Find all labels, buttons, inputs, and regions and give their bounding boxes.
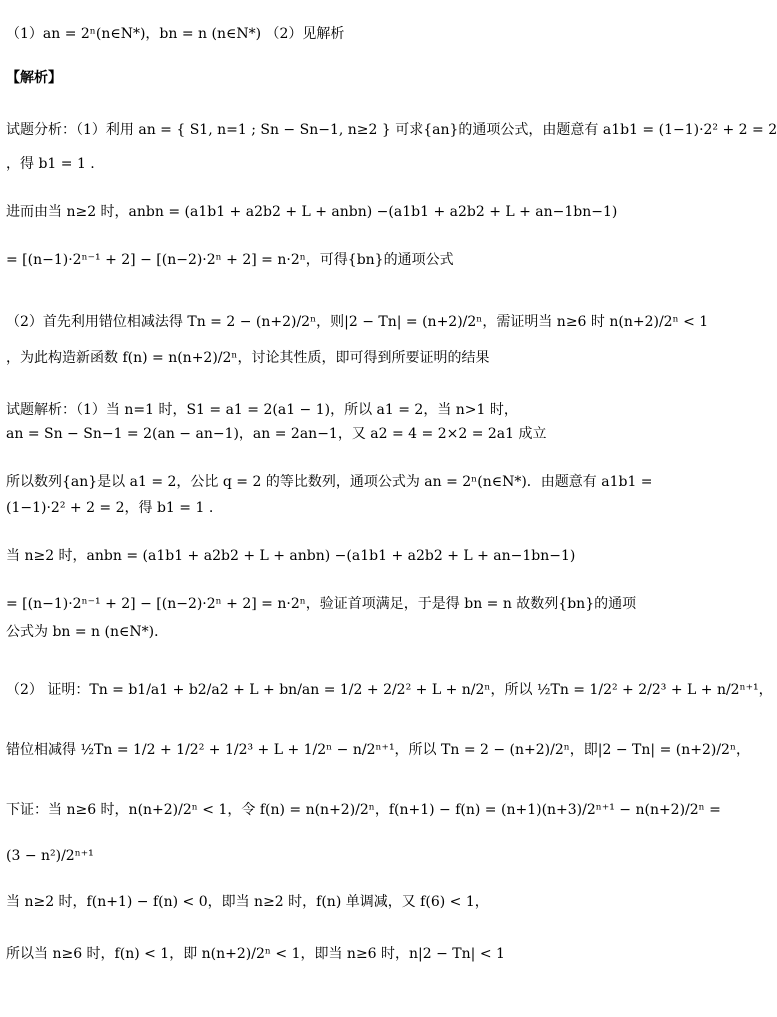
solution-line-2: an = Sn − Sn−1 = 2(an − an−1)，an = 2an−1，又 a2 = 4 = 2×2 = 2a1 成立 bbox=[6, 426, 547, 442]
proof-line-2: 错位相减得 ½Tn = 1/2 + 1/2² + 1/2³ + L + 1/2ⁿ − n/2ⁿ⁺¹，所以 Tn = 2 − (n+2)/2ⁿ，即|2 − Tn| = (n+2)/2ⁿ， bbox=[6, 742, 751, 758]
analysis-line-4: = [(n−1)·2ⁿ⁻¹ + 2] − [(n−2)·2ⁿ + 2] = n·2ⁿ，可得{bn}的通项公式 bbox=[6, 252, 454, 268]
answer-line: （1）an = 2ⁿ(n∈N*)，bn = n (n∈N*) （2）见解析 bbox=[6, 26, 345, 42]
analysis-line-6: ，为此构造新函数 f(n) = n(n+2)/2ⁿ，讨论其性质，即可得到所要证明的结果 bbox=[6, 350, 490, 366]
analysis-line-2: ，得 b1 = 1 . bbox=[6, 156, 95, 172]
proof-line-4: (3 − n²)/2ⁿ⁺¹ bbox=[6, 848, 94, 864]
solution-line-3: 所以数列{an}是以 a1 = 2，公比 q = 2 的等比数列，通项公式为 an = 2ⁿ(n∈N*)．由题意有 a1b1 = bbox=[6, 474, 653, 490]
solution-line-1: 试题解析：（1）当 n=1 时，S1 = a1 = 2(a1 − 1)，所以 a1 = 2，当 n>1 时， bbox=[6, 402, 518, 418]
analysis-line-1: 试题分析：（1）利用 an = { S1, n=1 ; Sn − Sn−1, n≥2 } 可求{an}的通项公式，由题意有 a1b1 = (1−1)·2² + 2 = 2 bbox=[6, 122, 777, 138]
analysis-heading: 【解析】 bbox=[6, 70, 62, 86]
proof-line-6: 所以当 n≥6 时，f(n) < 1，即 n(n+2)/2ⁿ < 1，即当 n≥6 时，n|2 − Tn| < 1 bbox=[6, 946, 505, 962]
proof-line-1: （2） 证明：Tn = b1/a1 + b2/a2 + L + bn/an = 1/2 + 2/2² + L + n/2ⁿ，所以 ½Tn = 1/2² + 2/2³ + L + n/2ⁿ⁺¹， bbox=[6, 682, 773, 698]
solution-line-4: (1−1)·2² + 2 = 2，得 b1 = 1 . bbox=[6, 500, 214, 516]
solution-line-7: 公式为 bn = n (n∈N*)． bbox=[6, 624, 169, 640]
analysis-line-5: （2）首先利用错位相减法得 Tn = 2 − (n+2)/2ⁿ，则|2 − Tn| = (n+2)/2ⁿ，需证明当 n≥6 时 n(n+2)/2ⁿ < 1 bbox=[6, 314, 709, 330]
solution-line-6: = [(n−1)·2ⁿ⁻¹ + 2] − [(n−2)·2ⁿ + 2] = n·2ⁿ，验证首项满足，于是得 bn = n 故数列{bn}的通项 bbox=[6, 596, 637, 612]
proof-line-5: 当 n≥2 时，f(n+1) − f(n) < 0，即当 n≥2 时，f(n) 单调减，又 f(6) < 1， bbox=[6, 894, 489, 910]
solution-line-5: 当 n≥2 时，anbn = (a1b1 + a2b2 + L + anbn) −(a1b1 + a2b2 + L + an−1bn−1) bbox=[6, 548, 576, 564]
analysis-line-3: 进而由当 n≥2 时，anbn = (a1b1 + a2b2 + L + anbn) −(a1b1 + a2b2 + L + an−1bn−1) bbox=[6, 204, 618, 220]
proof-line-3: 下证：当 n≥6 时，n(n+2)/2ⁿ < 1，令 f(n) = n(n+2)/2ⁿ，f(n+1) − f(n) = (n+1)(n+3)/2ⁿ⁺¹ − n(n+2)/2ⁿ = bbox=[6, 802, 721, 818]
